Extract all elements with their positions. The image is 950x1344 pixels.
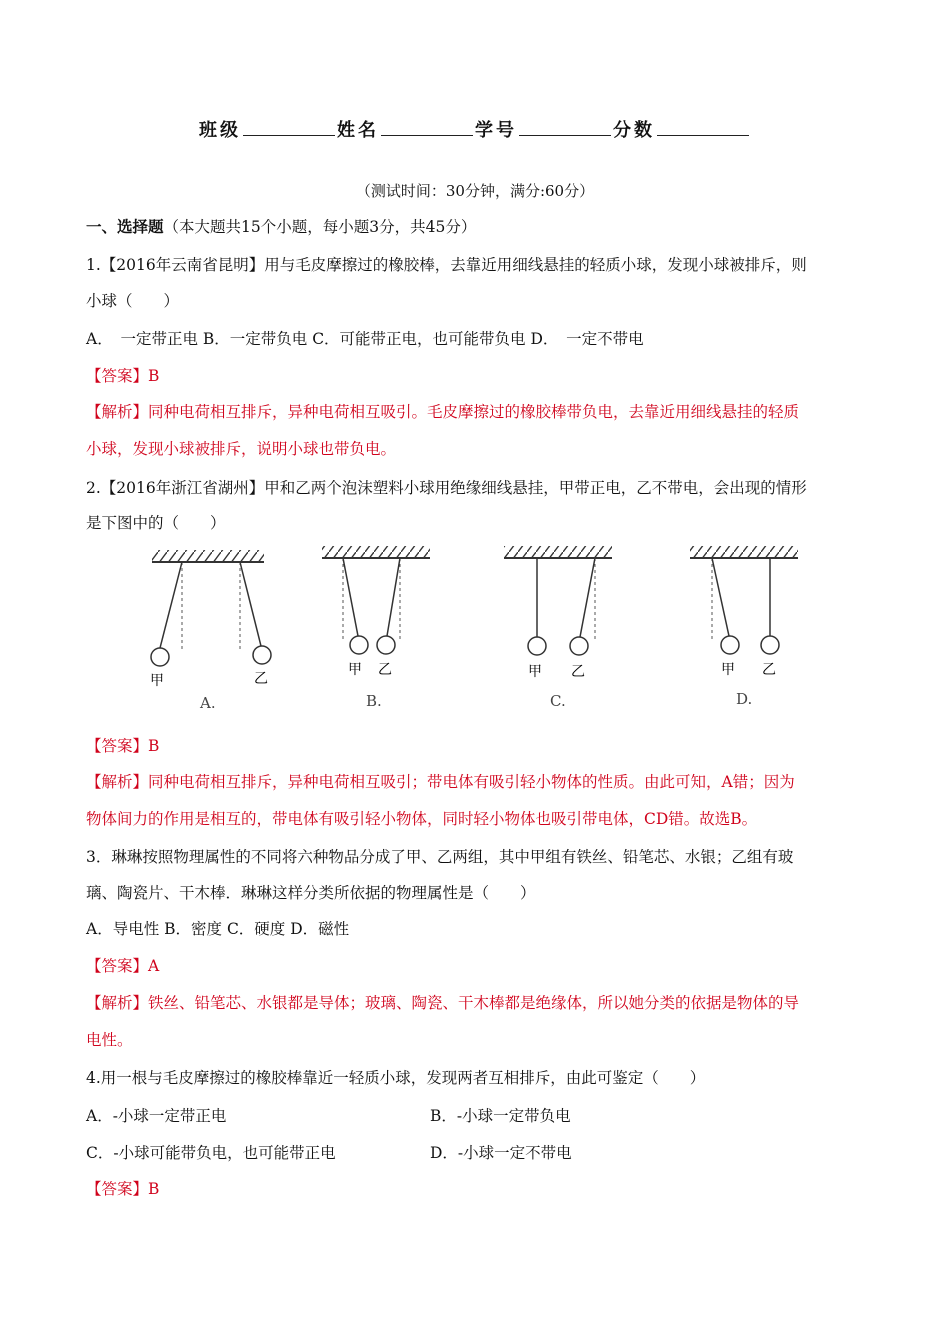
q4-answer: 【答案】B (86, 1180, 160, 1198)
q3-answer: 【答案】A (86, 957, 160, 975)
q1-answer: 【答案】B (86, 367, 160, 385)
test-subtitle: （测试时间：30分钟，满分:60分） (355, 182, 595, 200)
q2-analysis-line2: 物体间力的作用是相互的，带电体有吸引轻小物体，同时轻小物体也吸引带电体，CD错。故选B。 (86, 810, 758, 828)
q3-analysis-line1: 【解析】铁丝、铅笔芯、水银都是导体；玻璃、陶瓷、干木棒都是绝缘体，所以她分类的依据是物体的导 (86, 994, 800, 1012)
q4-option-b: B．-小球一定带负电 (430, 1107, 571, 1125)
name-label: 姓名 (337, 120, 379, 141)
q1-options: A． 一定带正电 B．一定带负电 C．可能带正电，也可能带负电 D． 一定不带电 (86, 330, 644, 348)
q1-analysis-line1: 【解析】同种电荷相互排斥，异种电荷相互吸引。毛皮摩擦过的橡胶棒带负电，去靠近用细线悬挂的轻质 (86, 403, 800, 421)
id-blank[interactable] (519, 119, 611, 136)
id-label: 学号 (475, 120, 517, 141)
option-label-d: D. (736, 690, 753, 708)
ball-b-label: 乙 (571, 664, 585, 680)
q3-stem-line2: 璃、陶瓷片、干木棒．琳琳这样分类所依据的物理属性是（ ） (86, 884, 536, 902)
q2-stem-line2: 是下图中的（ ） (86, 514, 226, 532)
q4-option-c: C．-小球可能带负电，也可能带正电 (86, 1144, 336, 1162)
option-label-b: B. (366, 692, 382, 710)
ball-a-label: 甲 (150, 673, 164, 689)
option-label-c: C. (550, 692, 566, 710)
q1-analysis-line2: 小球，发现小球被排斥，说明小球也带负电。 (86, 440, 397, 458)
panel-d (690, 546, 798, 708)
panel-a (150, 550, 271, 712)
ball-b-label: 乙 (254, 671, 268, 687)
ball-b-label: 乙 (762, 662, 776, 678)
q3-options: A．导电性 B．密度 C．硬度 D．磁性 (86, 920, 350, 938)
ball-b-label: 乙 (378, 662, 392, 678)
panel-b (322, 546, 430, 710)
q3-analysis-line2: 电性。 (86, 1031, 133, 1049)
name-blank[interactable] (381, 119, 473, 136)
option-label-a: A. (200, 694, 216, 712)
section-desc: （本大题共15个小题，每小题3分，共45分） (163, 218, 477, 236)
ball-a-label: 甲 (528, 664, 542, 680)
class-label: 班级 (199, 120, 241, 141)
class-blank[interactable] (243, 119, 335, 136)
q1-stem-line1: 1.【2016年云南省昆明】用与毛皮摩擦过的橡胶棒，去靠近用细线悬挂的轻质小球，发现小球被排斥，则 (86, 256, 807, 274)
section-heading (86, 216, 876, 238)
score-blank[interactable] (657, 119, 749, 136)
q2-answer: 【答案】B (86, 737, 160, 755)
q2-stem-line1: 2.【2016年浙江省湖州】甲和乙两个泡沫塑料小球用绝缘细线悬挂，甲带正电，乙不带电，会出现的情形 (86, 479, 807, 497)
score-label: 分数 (613, 120, 655, 141)
ball-a-label: 甲 (348, 662, 362, 678)
panel-c (504, 546, 612, 710)
exam-header (0, 116, 950, 142)
q4-stem: 4.用一根与毛皮摩擦过的橡胶棒靠近一轻质小球，发现两者互相排斥，由此可鉴定（ ） (86, 1069, 706, 1087)
pendulum-figure (140, 540, 800, 720)
section-title: 一、选择题 (86, 217, 164, 236)
q4-option-a: A．-小球一定带正电 (86, 1107, 227, 1125)
q4-option-d: D．-小球一定不带电 (430, 1144, 572, 1162)
q3-stem-line1: 3．琳琳按照物理属性的不同将六种物品分成了甲、乙两组，其中甲组有铁丝、铅笔芯、水银；乙组有玻 (86, 848, 794, 866)
q1-stem-line2: 小球（ ） (86, 292, 180, 310)
ball-a-label: 甲 (721, 662, 735, 678)
q2-analysis-line1: 【解析】同种电荷相互排斥，异种电荷相互吸引；带电体有吸引轻小物体的性质。由此可知，A错；因为 (86, 773, 795, 791)
